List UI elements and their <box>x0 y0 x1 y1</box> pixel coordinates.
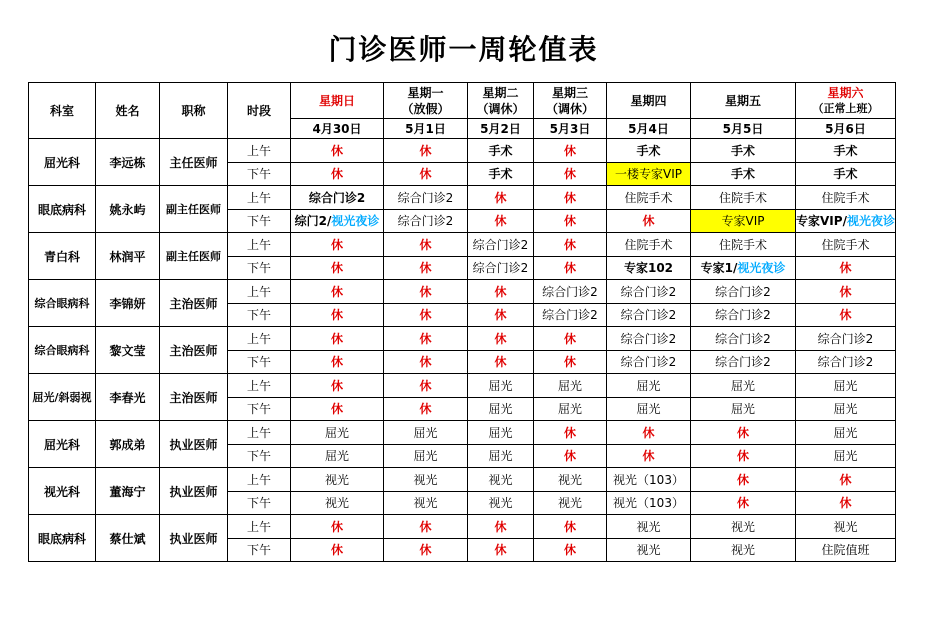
doctor-name: 蔡仕斌 <box>96 515 160 562</box>
day-header-5 <box>691 83 796 119</box>
roster-row <box>29 468 896 492</box>
schedule-cell: 视光 <box>607 515 691 539</box>
dept-cell: 屈光科 <box>29 421 96 468</box>
schedule-cell: 住院手术 <box>796 186 896 210</box>
doctor-rank: 执业医师 <box>160 468 228 515</box>
roster-row <box>29 186 896 210</box>
doctor-name: 姚永屿 <box>96 186 160 233</box>
schedule-cell: 休 <box>468 515 534 539</box>
schedule-cell: 视光 <box>691 515 796 539</box>
header-row-days <box>29 83 896 119</box>
schedule-cell: 休 <box>691 491 796 515</box>
schedule-cell: 综合门诊2 <box>607 350 691 374</box>
schedule-cell: 综合门诊2 <box>468 233 534 257</box>
schedule-cell: 综合门诊2 <box>534 280 607 304</box>
period-cell: 上午 <box>228 233 291 257</box>
day-note: （放假） <box>401 101 450 116</box>
roster-row <box>29 233 896 257</box>
schedule-cell: 视光 <box>468 491 534 515</box>
schedule-cell: 住院手术 <box>607 233 691 257</box>
schedule-cell: 休 <box>384 327 468 351</box>
dept-cell: 视光科 <box>29 468 96 515</box>
schedule-cell: 综合门诊2 <box>691 303 796 327</box>
schedule-cell: 住院手术 <box>691 233 796 257</box>
period-cell: 下午 <box>228 491 291 515</box>
assignment-text: 专家VIP/ <box>796 214 847 229</box>
dept-cell: 综合眼病科 <box>29 327 96 374</box>
schedule-cell: 休 <box>384 280 468 304</box>
period-cell: 上午 <box>228 186 291 210</box>
schedule-cell: 住院手术 <box>796 233 896 257</box>
schedule-cell: 视光 <box>534 468 607 492</box>
doctor-rank: 副主任医师 <box>160 186 228 233</box>
schedule-cell: 屈光 <box>468 397 534 421</box>
schedule-cell: 休 <box>607 421 691 445</box>
day-name: 星期四 <box>630 93 667 108</box>
schedule-cell: 休 <box>796 303 896 327</box>
schedule-cell: 休 <box>534 139 607 163</box>
assignment-text: 综门2/ <box>294 214 332 229</box>
assignment-text: 专家1/ <box>700 261 738 276</box>
schedule-cell: 屈光 <box>534 397 607 421</box>
schedule-cell: 休 <box>691 444 796 468</box>
doctor-rank: 执业医师 <box>160 515 228 562</box>
schedule-cell: 休 <box>468 186 534 210</box>
schedule-cell: 休 <box>468 327 534 351</box>
schedule-cell: 手术 <box>796 162 896 186</box>
schedule-cell: 视光 <box>691 538 796 562</box>
doctor-name: 李锦妍 <box>96 280 160 327</box>
schedule-cell: 手术 <box>691 139 796 163</box>
doctor-name: 李春光 <box>96 374 160 421</box>
day-header-6 <box>796 83 896 119</box>
schedule-cell: 综合门诊2 <box>796 327 896 351</box>
schedule-cell: 屈光 <box>534 374 607 398</box>
schedule-cell: 视光 <box>468 468 534 492</box>
day-header-2 <box>468 83 534 119</box>
schedule-cell: 休 <box>291 538 384 562</box>
date-header-1: 5月1日 <box>384 119 468 139</box>
date-header-0: 4月30日 <box>291 119 384 139</box>
schedule-cell: 综合门诊2 <box>607 303 691 327</box>
schedule-cell: 休 <box>384 162 468 186</box>
schedule-cell: 手术 <box>468 139 534 163</box>
period-cell: 上午 <box>228 515 291 539</box>
schedule-cell: 视光 <box>796 515 896 539</box>
schedule-cell: 综合门诊2 <box>534 303 607 327</box>
doctor-rank: 主治医师 <box>160 280 228 327</box>
schedule-cell: 手术 <box>691 162 796 186</box>
schedule-cell: 住院手术 <box>607 186 691 210</box>
period-cell: 下午 <box>228 256 291 280</box>
roster-row <box>29 374 896 398</box>
night-clinic-text: 视光夜诊 <box>331 214 380 229</box>
schedule-cell: 屈光 <box>468 444 534 468</box>
period-cell: 下午 <box>228 397 291 421</box>
schedule-cell: 休 <box>534 350 607 374</box>
schedule-cell: 休 <box>796 468 896 492</box>
schedule-cell: 休 <box>534 186 607 210</box>
schedule-cell: 视光（103） <box>607 468 691 492</box>
schedule-cell: 休 <box>291 327 384 351</box>
period-cell: 下午 <box>228 303 291 327</box>
schedule-cell: 休 <box>534 515 607 539</box>
doctor-rank: 执业医师 <box>160 421 228 468</box>
day-name: 星期六 <box>827 85 864 100</box>
doctor-rank: 主任医师 <box>160 139 228 186</box>
schedule-cell: 休 <box>291 374 384 398</box>
schedule-cell: 屈光 <box>796 421 896 445</box>
schedule-cell: 屈光 <box>291 444 384 468</box>
header-period: 时段 <box>228 83 291 139</box>
schedule-cell: 休 <box>468 209 534 233</box>
schedule-cell: 手术 <box>796 139 896 163</box>
schedule-cell: 专家VIP <box>691 209 796 233</box>
day-header-3 <box>534 83 607 119</box>
schedule-cell: 休 <box>534 233 607 257</box>
schedule-cell: 综合门诊2 <box>691 327 796 351</box>
schedule-cell: 屈光 <box>384 444 468 468</box>
schedule-cell: 综合门诊2 <box>691 350 796 374</box>
schedule-cell: 休 <box>384 139 468 163</box>
schedule-cell <box>291 209 384 233</box>
roster-row <box>29 515 896 539</box>
schedule-cell: 休 <box>468 303 534 327</box>
schedule-cell: 休 <box>291 233 384 257</box>
doctor-rank: 主治医师 <box>160 374 228 421</box>
schedule-cell: 休 <box>534 162 607 186</box>
day-name: 星期日 <box>318 93 355 108</box>
schedule-cell: 休 <box>607 444 691 468</box>
day-header-0 <box>291 83 384 119</box>
doctor-name: 林润平 <box>96 233 160 280</box>
period-cell: 上午 <box>228 139 291 163</box>
schedule-cell: 手术 <box>607 139 691 163</box>
day-header-4 <box>607 83 691 119</box>
schedule-cell: 屈光 <box>468 421 534 445</box>
schedule-cell: 休 <box>384 515 468 539</box>
schedule-cell <box>796 209 896 233</box>
schedule-cell: 屈光 <box>291 421 384 445</box>
doctor-rank: 主治医师 <box>160 327 228 374</box>
schedule-cell: 休 <box>691 468 796 492</box>
schedule-cell: 休 <box>534 327 607 351</box>
schedule-cell: 休 <box>534 421 607 445</box>
schedule-cell: 休 <box>384 374 468 398</box>
schedule-cell: 休 <box>384 303 468 327</box>
schedule-cell: 休 <box>534 256 607 280</box>
period-cell: 上午 <box>228 327 291 351</box>
schedule-cell: 屈光 <box>796 444 896 468</box>
schedule-cell: 休 <box>796 256 896 280</box>
date-header-6: 5月6日 <box>796 119 896 139</box>
header-rank: 职称 <box>160 83 228 139</box>
schedule-cell: 屈光 <box>607 397 691 421</box>
period-cell: 下午 <box>228 444 291 468</box>
schedule-cell: 休 <box>291 162 384 186</box>
schedule-cell: 屈光 <box>796 374 896 398</box>
doctor-name: 郭成弟 <box>96 421 160 468</box>
schedule-cell: 屈光 <box>691 374 796 398</box>
doctor-name: 黎文莹 <box>96 327 160 374</box>
date-header-4: 5月4日 <box>607 119 691 139</box>
schedule-cell: 综合门诊2 <box>384 186 468 210</box>
day-name: 星期三 <box>551 85 588 100</box>
day-note: （调休） <box>476 101 525 116</box>
schedule-cell: 休 <box>468 280 534 304</box>
schedule-cell: 综合门诊2 <box>468 256 534 280</box>
day-name: 星期二 <box>482 85 519 100</box>
roster-row <box>29 327 896 351</box>
schedule-cell: 手术 <box>468 162 534 186</box>
schedule-cell: 休 <box>796 491 896 515</box>
schedule-cell: 综合门诊2 <box>607 327 691 351</box>
schedule-cell: 休 <box>384 350 468 374</box>
schedule-cell: 屈光 <box>384 421 468 445</box>
schedule-cell: 专家102 <box>607 256 691 280</box>
schedule-cell: 休 <box>468 538 534 562</box>
dept-cell: 屈光/斜弱视 <box>29 374 96 421</box>
period-cell: 上午 <box>228 468 291 492</box>
period-cell: 下午 <box>228 350 291 374</box>
schedule-cell: 综合门诊2 <box>796 350 896 374</box>
schedule-cell: 休 <box>291 303 384 327</box>
schedule-cell: 综合门诊2 <box>291 186 384 210</box>
day-note: （调休） <box>545 101 594 116</box>
schedule-cell: 休 <box>291 139 384 163</box>
dept-cell: 屈光科 <box>29 139 96 186</box>
schedule-cell: 一楼专家VIP <box>607 162 691 186</box>
schedule-cell: 屈光 <box>607 374 691 398</box>
schedule-cell: 视光（103） <box>607 491 691 515</box>
schedule-cell <box>691 256 796 280</box>
schedule-cell: 休 <box>291 350 384 374</box>
schedule-cell: 住院手术 <box>691 186 796 210</box>
header-name: 姓名 <box>96 83 160 139</box>
schedule-cell: 休 <box>534 209 607 233</box>
schedule-cell: 休 <box>291 515 384 539</box>
schedule-cell: 综合门诊2 <box>384 209 468 233</box>
roster-row <box>29 421 896 445</box>
doctor-name: 李远栋 <box>96 139 160 186</box>
schedule-cell: 视光 <box>534 491 607 515</box>
day-name: 星期一 <box>407 85 444 100</box>
period-cell: 上午 <box>228 374 291 398</box>
period-cell: 上午 <box>228 421 291 445</box>
period-cell: 下午 <box>228 538 291 562</box>
schedule-cell: 休 <box>607 209 691 233</box>
period-cell: 下午 <box>228 162 291 186</box>
date-header-3: 5月3日 <box>534 119 607 139</box>
dept-cell: 青白科 <box>29 233 96 280</box>
day-note: （正常上班） <box>812 101 879 115</box>
schedule-cell: 住院值班 <box>796 538 896 562</box>
doctor-name: 董海宁 <box>96 468 160 515</box>
schedule-cell: 综合门诊2 <box>607 280 691 304</box>
schedule-cell: 休 <box>384 233 468 257</box>
schedule-cell: 视光 <box>607 538 691 562</box>
doctor-rank: 副主任医师 <box>160 233 228 280</box>
schedule-cell: 休 <box>291 280 384 304</box>
date-header-2: 5月2日 <box>468 119 534 139</box>
day-header-1 <box>384 83 468 119</box>
dept-cell: 综合眼病科 <box>29 280 96 327</box>
roster-row <box>29 139 896 163</box>
night-clinic-text: 视光夜诊 <box>846 214 895 229</box>
schedule-cell: 休 <box>691 421 796 445</box>
schedule-cell: 休 <box>291 397 384 421</box>
schedule-cell: 视光 <box>384 468 468 492</box>
schedule-cell: 屈光 <box>468 374 534 398</box>
schedule-cell: 休 <box>796 280 896 304</box>
schedule-cell: 综合门诊2 <box>691 280 796 304</box>
schedule-cell: 视光 <box>291 468 384 492</box>
period-cell: 下午 <box>228 209 291 233</box>
schedule-cell: 休 <box>291 256 384 280</box>
dept-cell: 眼底病科 <box>29 515 96 562</box>
page-title: 门诊医师一周轮值表 <box>328 33 599 66</box>
schedule-cell: 屈光 <box>691 397 796 421</box>
schedule-cell: 屈光 <box>796 397 896 421</box>
duty-roster-table <box>28 82 896 562</box>
day-name: 星期五 <box>724 93 761 108</box>
night-clinic-text: 视光夜诊 <box>737 261 786 276</box>
schedule-cell: 休 <box>534 444 607 468</box>
schedule-cell: 休 <box>468 350 534 374</box>
schedule-cell: 休 <box>384 256 468 280</box>
header-dept: 科室 <box>29 83 96 139</box>
period-cell: 上午 <box>228 280 291 304</box>
schedule-cell: 休 <box>384 538 468 562</box>
schedule-cell: 休 <box>534 538 607 562</box>
schedule-cell: 视光 <box>291 491 384 515</box>
schedule-cell: 视光 <box>384 491 468 515</box>
date-header-5: 5月5日 <box>691 119 796 139</box>
schedule-cell: 休 <box>384 397 468 421</box>
roster-row <box>29 280 896 304</box>
dept-cell: 眼底病科 <box>29 186 96 233</box>
